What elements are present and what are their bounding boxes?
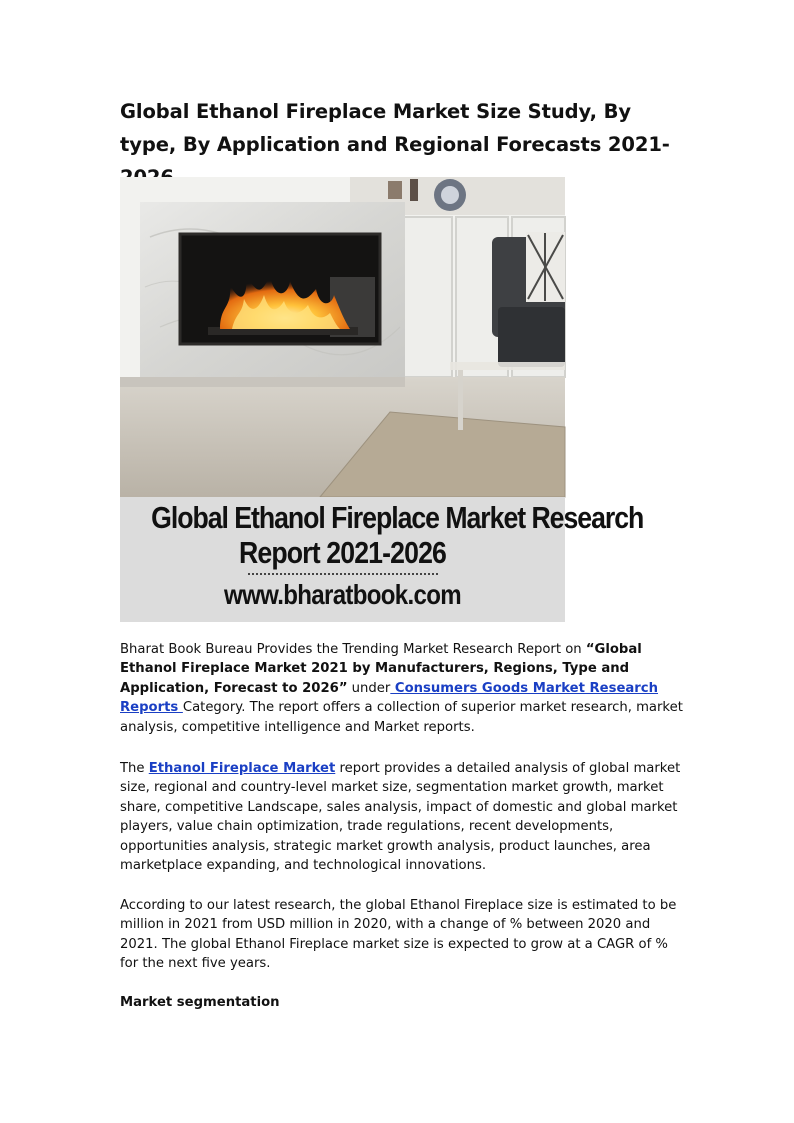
fireplace-photo [120, 177, 565, 497]
description-start: The [120, 761, 149, 776]
description-paragraph [120, 759, 690, 875]
ethanol-fireplace-market-link[interactable]: Ethanol Fireplace Market [148, 761, 336, 776]
caption-line-2: Report 2021-2026 [238, 535, 447, 570]
hero-image [120, 177, 644, 622]
caption-line-1: Global Ethanol Fireplace Market Research [151, 500, 644, 535]
caption-divider [248, 573, 438, 575]
caption-website: www.bharatbook.com [224, 579, 461, 610]
under-text: under [347, 680, 391, 696]
document-title: Global Ethanol Fireplace Market Size Study, By type, By Application and Regional Forecasts 2021- [120, 100, 670, 156]
intro-text: Bharat Book Bureau Provides the Trending Market Research Report on [120, 642, 586, 657]
hero-caption [120, 497, 644, 622]
report-name: “Global Ethanol Fireplace Market 2021 by Manufacturers, Regions, Type and Application, Forecast to 2026” [120, 642, 642, 696]
consumers-goods-link[interactable]: Consumers Goods Market Research Reports [120, 680, 659, 716]
description-rest: report provides a detailed analysis of global market size, regional and country-level market size, segmentation market growth, market share, competitive Landscape, sales analysis, impact of domestic and global market players, value chain optimization, trade regulations, recent developments, opportunities analysis, strategic market growth analysis, product launches, area marketplace expanding, and technological innovations. [120, 761, 681, 874]
market-segmentation-heading: Market segmentation [120, 995, 280, 1010]
intro-paragraph [120, 640, 690, 737]
intro-outro-text: Category. The report offers a collection of superior market research, market analysis, competitive intelligence and Market reports. [120, 700, 683, 735]
research-paragraph: According to our latest research, the global Ethanol Fireplace size is estimated to be million in 2021 from USD million in 2020, with a change of % between 2020 and 2021. The global Ethanol Fireplace market size is expected to grow at a CAGR of % for the next five years. [120, 898, 677, 972]
